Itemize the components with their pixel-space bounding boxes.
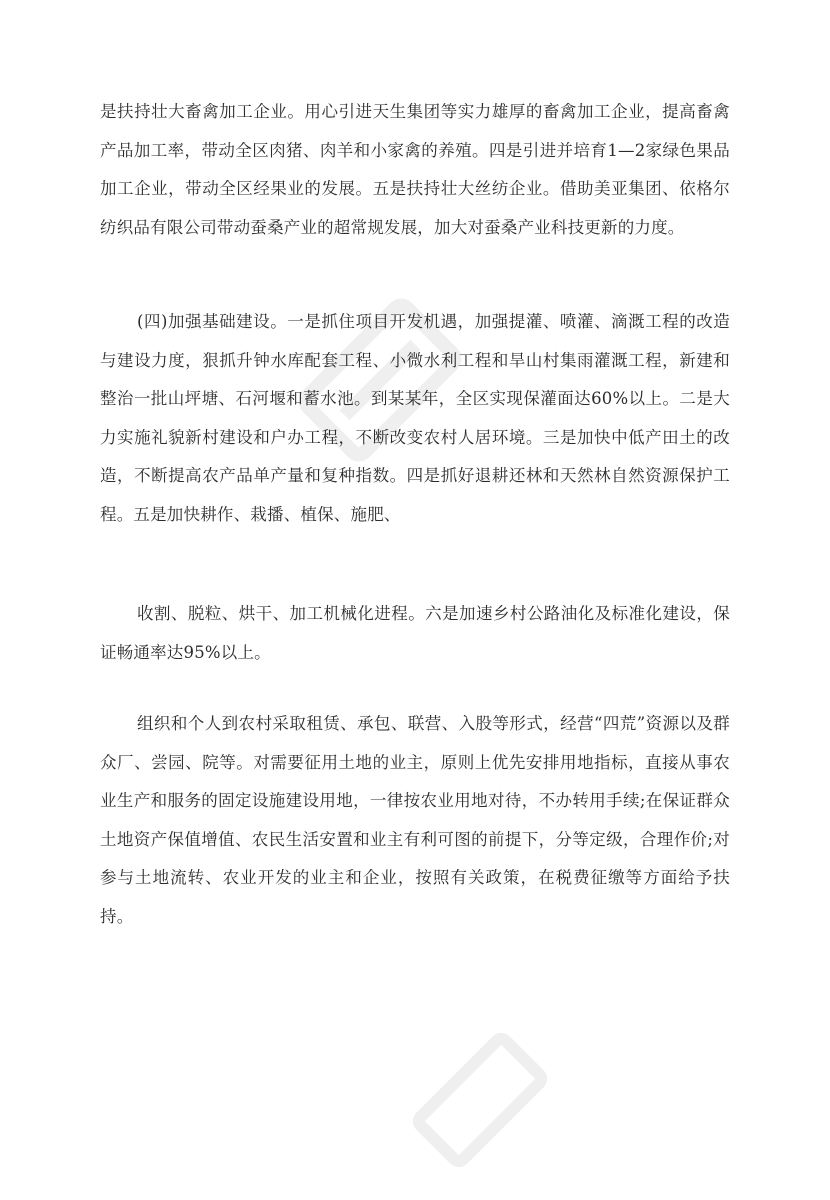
watermark-stamp-icon bbox=[380, 1000, 580, 1200]
paragraph-infrastructure: (四)加强基础建设。一是抓住项目开发机遇，加强提灌、喷灌、滴溉工程的改造与建设力度，狠抓升钟水库配套工程、小微水利工程和旱山村集雨灌溉工程，新建和整治一批山坪塘、石河堰和蓄水池。到某某年，全区实现保灌面达60%以上。二是大力实施礼貌新村建设和户办工程，不断改变农村人居环境。三是加快中低产田土的改造，不断提高农产品单产量和复种指数。四是抓好退耕还林和天然林自然资源保护工程。五是加快耕作、栽播、植保、施肥、 bbox=[100, 312, 730, 524]
paragraph-processing-enterprises: 是扶持壮大畜禽加工企业。用心引进天生集团等实力雄厚的畜禽加工企业，提高畜禽产品加工率，带动全区肉猪、肉羊和小家禽的养殖。四是引进并培育1—2家绿色果品加工企业，带动全区经果业的发展。五是扶持壮大丝纺企业。借助美亚集团、依格尔纺织品有限公司带动蚕桑产业的超常规发展，加大对蚕桑产业科技更新的力度。 bbox=[100, 102, 730, 237]
paragraph-land-transfer: 组织和个人到农村采取租赁、承包、联营、入股等形式，经营“四荒”资源以及群众厂、尝园、院等。对需要征用土地的业主，原则上优先安排用地指标，直接从事农业生产和服务的固定设施建设用地，一律按农业用地对待，不办转用手续;在保证群众土地资产保值增值、农民生活安置和业主有利可图的前提下，分等定级，合理作价;对参与土地流转、农业开发的业主和企业，按照有关政策，在税费征缴等方面给予扶持。 bbox=[100, 714, 730, 926]
paragraph-mechanization: 收割、脱粒、烘干、加工机械化进程。六是加速乡村公路油化及标准化建设，保证畅通率达95%以上。 bbox=[100, 604, 730, 662]
